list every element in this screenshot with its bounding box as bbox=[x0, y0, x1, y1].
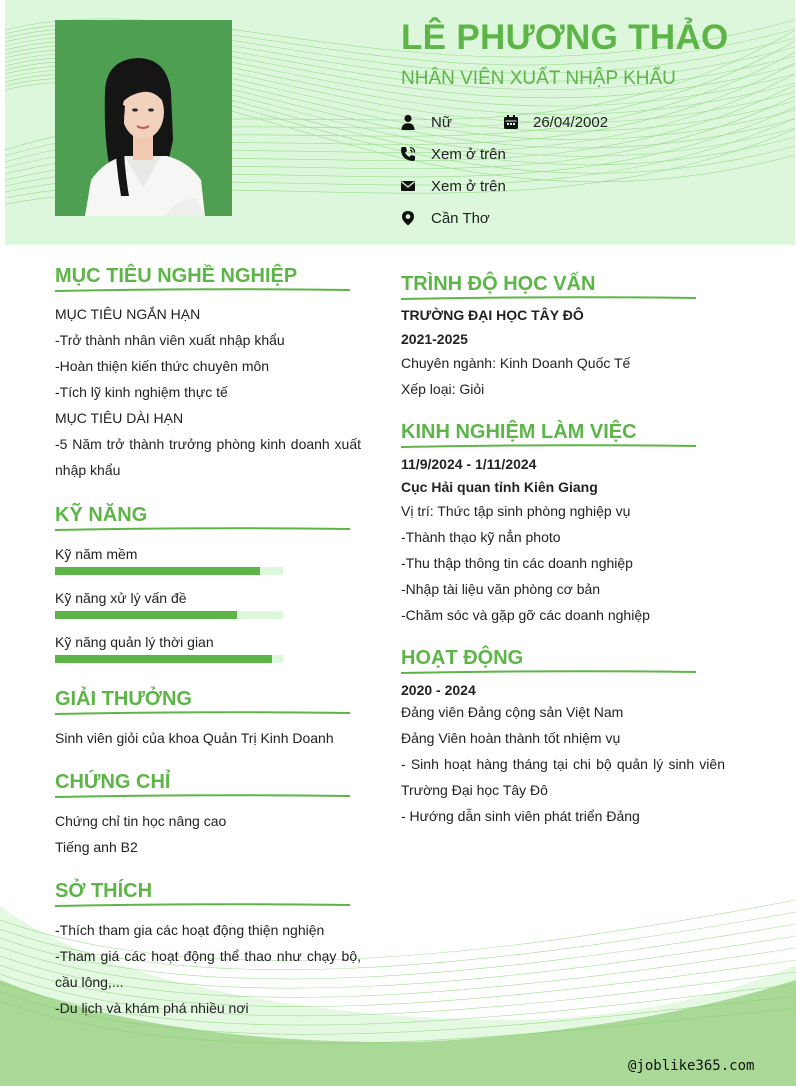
location-icon bbox=[400, 210, 416, 226]
hobby-line: -Du lịch và khám phá nhiều nơi bbox=[55, 1000, 249, 1016]
section-title-objective: MỤC TIÊU NGHỀ NGHIỆP bbox=[55, 265, 298, 287]
experience-company: Cục Hải quan tỉnh Kiên Giang bbox=[401, 479, 598, 495]
skill-bar-fill bbox=[55, 611, 237, 619]
section-underline bbox=[401, 295, 696, 301]
skill-bar-track bbox=[55, 655, 283, 663]
experience-line: -Thu thập thông tin các doanh nghiệp bbox=[401, 555, 633, 571]
activity-line: Đảng Viên hoàn thành tốt nhiệm vụ bbox=[401, 730, 621, 746]
objective-line: -Hoàn thiện kiến thức chuyên môn bbox=[55, 358, 270, 374]
section-underline bbox=[55, 902, 350, 908]
school-name: TRƯỜNG ĐẠI HỌC TÂY ĐÔ bbox=[401, 307, 584, 323]
candidate-name: LÊ PHƯƠNG THẢO bbox=[401, 18, 729, 57]
objective-line: MỤC TIÊU DÀI HẠN bbox=[55, 410, 184, 426]
award-line: Sinh viên giỏi của khoa Quản Trị Kinh Doanh bbox=[55, 730, 334, 746]
experience-line: Vị trí: Thức tập sinh phòng nghiệp vụ bbox=[401, 503, 631, 519]
activity-line: - Hướng dẫn sinh viên phát triển Đảng bbox=[401, 808, 640, 824]
certificate-line: Chứng chỉ tin học nâng cao bbox=[55, 813, 227, 829]
section-title-hobbies: SỞ THÍCH bbox=[55, 880, 153, 902]
skill-label: Kỹ năng xử lý vấn đề bbox=[55, 590, 187, 606]
activity-line: Đảng viên Đảng cộng sản Việt Nam bbox=[401, 704, 624, 720]
job-title: NHÂN VIÊN XUẤT NHẬP KHẨU bbox=[401, 68, 676, 89]
watermark: @joblike365.com bbox=[628, 1058, 755, 1074]
section-title-education: TRÌNH ĐỘ HỌC VẤN bbox=[401, 273, 596, 295]
experience-line: -Thành thạo kỹ nẳn photo bbox=[401, 529, 561, 545]
experience-line: -Chăm sóc và gặp gỡ các doanh nghiệp bbox=[401, 607, 650, 623]
skill-bar-fill bbox=[55, 655, 272, 663]
section-underline bbox=[55, 526, 350, 532]
section-title-activities: HOẠT ĐỘNG bbox=[401, 647, 524, 669]
skill-bar-fill bbox=[55, 567, 260, 575]
section-underline bbox=[401, 669, 696, 675]
section-underline bbox=[401, 443, 696, 449]
birthday-value: 26/04/2002 bbox=[533, 114, 609, 131]
activity-period: 2020 - 2024 bbox=[401, 682, 476, 698]
experience-line: -Nhập tài liệu văn phòng cơ bản bbox=[401, 581, 601, 597]
skill-bar-track bbox=[55, 611, 283, 619]
section-underline bbox=[55, 710, 350, 716]
section-title-certificates: CHỨNG CHỈ bbox=[55, 771, 171, 793]
objective-long-term: -5 Năm trở thành trưởng phòng kinh doanh xuất nhập khẩu bbox=[55, 436, 361, 478]
phone-value: Xem ở trên bbox=[431, 146, 506, 163]
section-underline bbox=[55, 793, 350, 799]
phone-icon bbox=[400, 146, 416, 162]
education-major: Chuyên ngành: Kinh Doanh Quốc Tế bbox=[401, 355, 631, 371]
objective-line: -Trở thành nhân viên xuất nhập khẩu bbox=[55, 332, 285, 348]
activity-line: - Sinh hoạt hàng tháng tại chi bộ quản lý sinh viên Trường Đại học Tây Đô bbox=[401, 756, 725, 798]
section-title-skills: KỸ NĂNG bbox=[55, 504, 148, 526]
skill-label: Kỹ năng quản lý thời gian bbox=[55, 634, 214, 650]
certificate-line: Tiếng anh B2 bbox=[55, 839, 138, 855]
portrait-illustration bbox=[55, 20, 232, 216]
skill-bar-track bbox=[55, 567, 283, 575]
calendar-icon bbox=[503, 114, 519, 130]
address-value: Cần Thơ bbox=[431, 210, 490, 227]
email-icon bbox=[400, 178, 416, 194]
hobby-line: -Thích tham gia các hoạt động thiện nghiện bbox=[55, 922, 325, 938]
profile-photo bbox=[55, 20, 232, 216]
person-icon bbox=[400, 114, 416, 130]
section-title-experience: KINH NGHIỆM LÀM VIỆC bbox=[401, 421, 637, 443]
experience-period: 11/9/2024 - 1/11/2024 bbox=[401, 456, 537, 472]
education-period: 2021-2025 bbox=[401, 331, 468, 347]
gender-value: Nữ bbox=[431, 114, 452, 131]
email-value: Xem ở trên bbox=[431, 178, 506, 195]
education-rank: Xếp loại: Giỏi bbox=[401, 381, 485, 397]
objective-line: -Tích lỹ kinh nghiệm thực tế bbox=[55, 384, 228, 400]
hobby-line: -Tham giá các hoạt động thể thao như chạy bộ, cầu lông,... bbox=[55, 948, 361, 990]
section-title-awards: GIẢI THƯỞNG bbox=[55, 688, 192, 710]
objective-line: MỤC TIÊU NGẮN HẠN bbox=[55, 306, 201, 322]
skill-label: Kỹ năm mềm bbox=[55, 546, 138, 562]
section-underline bbox=[55, 287, 350, 293]
